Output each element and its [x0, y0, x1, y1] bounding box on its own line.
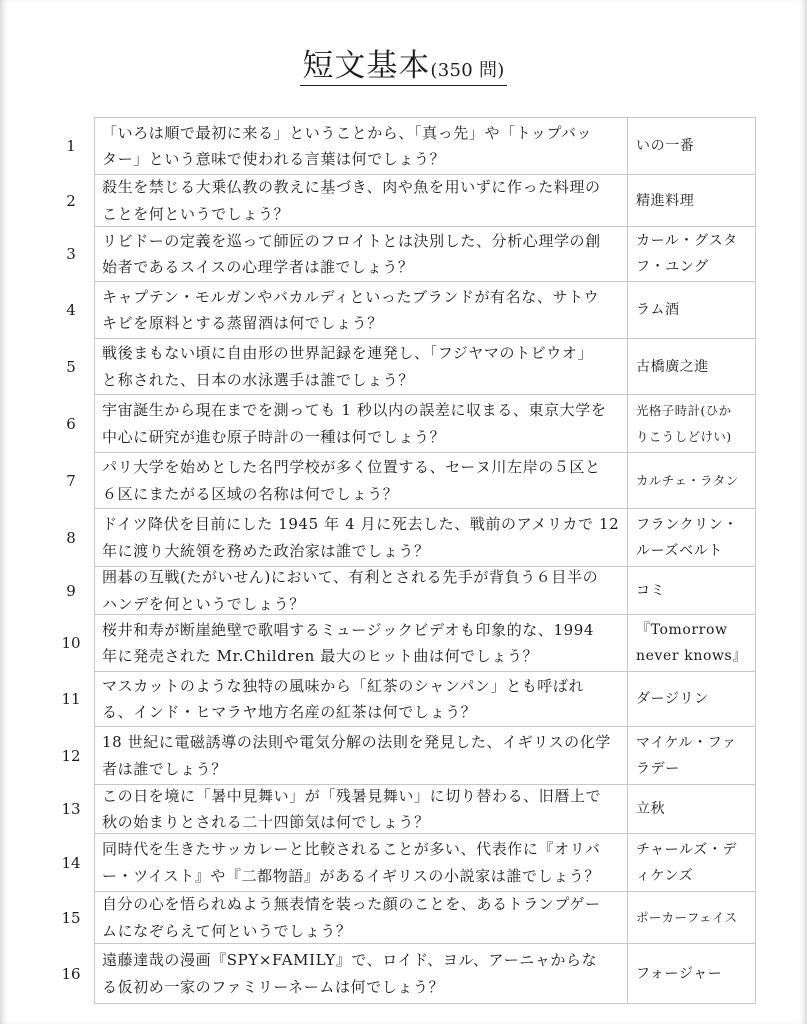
question-text: マスカットのような独特の風味から「紅茶のシャンパン」とも呼ばれ る、インド・ヒマラヤ地方名産の紅茶は何でしょう？ — [102, 676, 585, 721]
question-number: 1 — [66, 137, 76, 155]
question-cell — [95, 834, 628, 891]
question-text: 自分の心を悟られぬよう無表情を装った顔のことを、あるトランプゲー ムになぞらえて何というでしょう？ — [102, 895, 601, 940]
question-row — [61, 726, 755, 784]
question-row — [66, 174, 755, 226]
question-number: 5 — [66, 357, 76, 376]
question-cell — [95, 615, 628, 671]
question-number: 13 — [61, 800, 81, 818]
answer-cell — [628, 834, 755, 891]
question-cell — [95, 944, 628, 1003]
answer-text: コミ — [636, 582, 666, 599]
answer-cell — [628, 727, 755, 784]
question-cell — [95, 509, 628, 566]
question-text: この日を境に「暑中見舞い」が「残暑見舞い」に切り替わる、旧暦上で 秋の始まりとされる二十四節気は何でしょう？ — [102, 786, 602, 831]
answer-cell — [628, 892, 755, 943]
answer-cell — [628, 227, 755, 281]
answer-cell — [628, 118, 755, 174]
question-row — [61, 671, 755, 726]
question-text: 遠藤達哉の漫画『SPY×FAMILY』で、ロイド、ヨル、アーニャからな る仮初め一家のファミリーネームは何でしょう？ — [102, 951, 598, 996]
question-number: 9 — [66, 581, 76, 600]
answer-cell — [628, 672, 755, 726]
question-number: 15 — [61, 908, 81, 927]
question-text: リビドーの定義を巡って師匠のフロイトとは決別した、分析心理学の創 始者であるスイスの心理学者は誰でしょう？ — [102, 231, 601, 276]
question-cell — [95, 339, 628, 394]
question-cell — [95, 727, 628, 784]
title-count: (350 問) — [430, 60, 505, 81]
question-cell — [95, 227, 628, 281]
question-number: 16 — [61, 964, 81, 983]
question-text: キャプテン・モルガンやバカルディといったブランドが有名な、サトウ キビを原料とする蒸留酒は何でしょう？ — [102, 287, 600, 332]
question-row — [61, 614, 755, 671]
title-underlined — [300, 50, 506, 86]
question-number: 4 — [66, 301, 76, 319]
question-row — [66, 452, 755, 508]
question-text: 囲碁の互戦(たがいせん)において、有利とされる先手が背負う６目半の ハンデを何というでしょう？ — [102, 568, 599, 613]
title-main: 短文基本 — [302, 48, 431, 84]
question-cell — [95, 395, 628, 452]
answer-text: フォージャー — [636, 965, 723, 982]
question-text: 殺生を禁じる大乗仏教の教えに基づき、肉や魚を用いずに作った料理の ことを何というでしょう？ — [102, 178, 601, 223]
question-cell — [95, 175, 628, 226]
question-text: 18 世紀に電磁誘導の法則や電気分解の法則を発見した、イギリスの化学 者は誰でしょう？ — [102, 733, 611, 778]
question-text: パリ大学を始めとした名門学校が多く位置する、セーヌ川左岸の５区と ６区にまたがる区域の名称は何でしょう？ — [102, 458, 601, 503]
question-number: 2 — [66, 191, 76, 210]
answer-cell — [628, 395, 755, 452]
answer-cell — [628, 944, 755, 1003]
answer-text: ダージリン — [636, 691, 709, 707]
question-row — [66, 508, 755, 566]
question-cell — [95, 785, 628, 833]
question-number: 6 — [66, 414, 76, 433]
question-number: 8 — [66, 528, 76, 547]
answer-text: 『Tomorrow never knows』 — [636, 622, 747, 664]
answer-cell — [628, 615, 755, 671]
answer-text: カール・グスタ フ・ユング — [636, 233, 738, 275]
answer-cell — [628, 175, 755, 226]
answer-text: チャールズ・デ ィケンズ — [636, 841, 738, 884]
answer-text: 立秋 — [636, 801, 666, 817]
question-cell — [95, 672, 628, 726]
answer-cell — [628, 339, 755, 394]
question-row — [66, 281, 755, 338]
question-row — [66, 338, 755, 394]
question-number: 10 — [61, 634, 81, 652]
answer-cell — [628, 453, 755, 508]
answer-cell — [628, 282, 755, 338]
question-cell — [95, 892, 628, 943]
answer-text: マイケル・ファ ラデー — [636, 734, 737, 777]
question-row — [66, 226, 755, 281]
question-cell — [95, 282, 628, 338]
question-row — [66, 566, 755, 614]
answer-cell — [628, 509, 755, 566]
question-number: 3 — [66, 245, 76, 263]
answer-text: 光格子時計(ひか りこうしどけい) — [636, 402, 732, 444]
question-text: 戦後まもない頃に自由形の世界記録を連発し、「フジヤマのトビウオ」 と称された、日本の水泳選手は誰でしょう？ — [102, 344, 594, 389]
answer-text: 精進料理 — [636, 192, 695, 209]
answer-text: ラム酒 — [636, 302, 680, 318]
document-title — [0, 50, 807, 86]
answer-text: 古橋廣之進 — [636, 358, 709, 375]
answer-cell — [628, 567, 755, 614]
question-row — [61, 943, 755, 1003]
question-text: 同時代を生きたサッカレーと比較されることが多い、代表作に『オリバ ー・ツイスト』や『二都物語』があるイギリスの小説家は誰でしょう？ — [102, 840, 601, 885]
question-number: 11 — [61, 690, 81, 708]
answer-text: いの一番 — [636, 138, 695, 154]
question-row — [61, 833, 755, 891]
answer-cell — [628, 785, 755, 833]
question-number: 7 — [66, 471, 76, 490]
question-row — [66, 394, 755, 452]
question-text: 宇宙誕生から現在までを測っても 1 秒以内の誤差に収まる、東京大学を 中心に研究が進む原子時計の一種は何でしょう？ — [102, 401, 607, 446]
question-text: 「いろは順で最初に来る」ということから、「真っ先」や「トップバッ ター」という意味で使われる言葉は何でしょう？ — [102, 123, 593, 168]
question-cell — [95, 567, 628, 614]
answer-text: カルチェ・ラタン — [636, 472, 739, 488]
question-text: ドイツ降伏を目前にした 1945 年 4 月に死去した、戦前のアメリカで 12 年に渡り大統領を務めた政治家は誰でしょう？ — [102, 515, 620, 560]
question-number: 14 — [61, 853, 81, 872]
question-row — [66, 118, 755, 174]
question-row — [61, 891, 755, 943]
answer-text: フランクリン・ ルーズベルト — [636, 516, 738, 559]
question-cell — [95, 453, 628, 508]
question-cell — [95, 118, 628, 174]
answer-text: ポーカーフェイス — [636, 909, 738, 925]
question-row — [61, 784, 755, 833]
quiz-table — [61, 117, 756, 1004]
question-text: 桜井和寿が断崖絶壁で歌唱するミュージックビデオも印象的な、1994 年に発売された Mr.Children 最大のヒット曲は何でしょう？ — [102, 620, 595, 665]
question-number: 12 — [61, 746, 81, 765]
